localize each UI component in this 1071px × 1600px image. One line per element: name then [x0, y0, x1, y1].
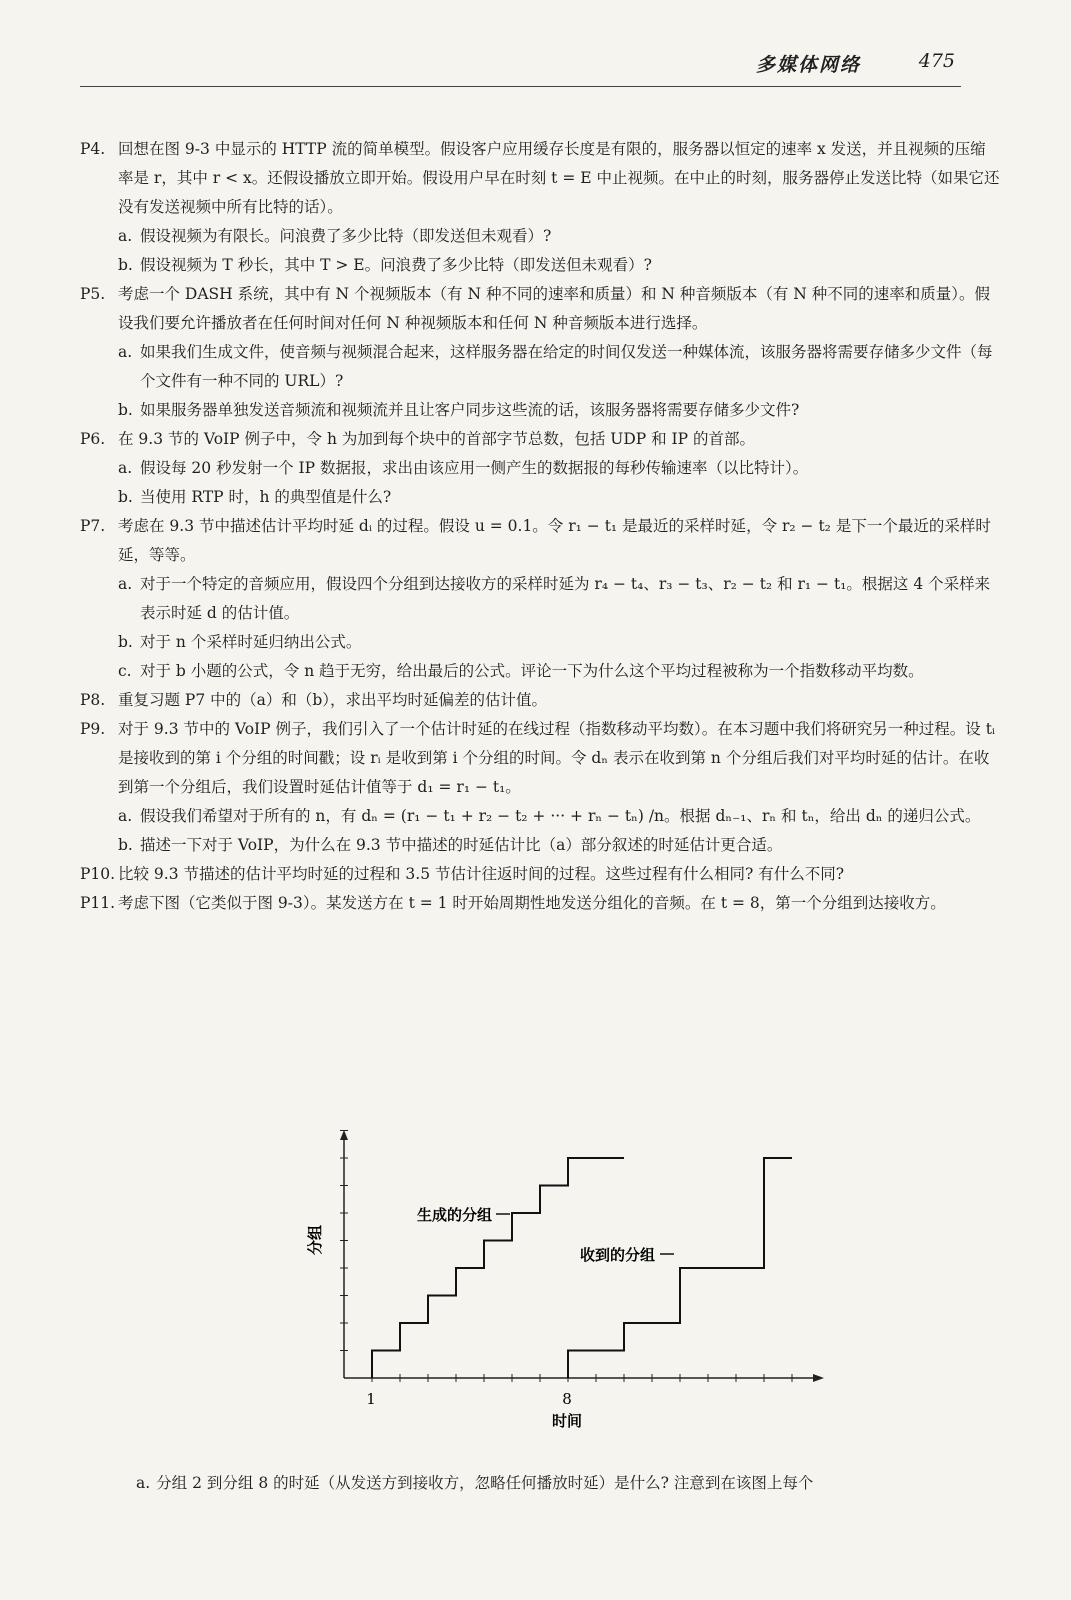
y-axis-arrow-icon	[340, 1130, 348, 1140]
problem-text: 对于 9.3 节中的 VoIP 例子，我们引入了一个估计时延的在线过程（指数移动平均数）。在本习题中我们将研究另一种过程。设 tᵢ 是接收到的第 i 个分组的时间戳；设 rᵢ 是收到第 i 个分组的时间。令 dₙ 表示在收到第 n 个分组后我们对平均时延的估计。在收到第一个分组后，我们设置时延估计值等于 d₁ = r₁ − t₁。	[118, 720, 996, 796]
problem-p8	[80, 686, 1000, 715]
sub-question	[118, 657, 1000, 686]
sub-id: b.	[118, 488, 133, 506]
problem-id: P9.	[80, 720, 106, 738]
sub-text: 如果服务器单独发送音频流和视频流并且让客户同步这些流的话，该服务器将需要存储多少文件?	[140, 401, 800, 419]
sub-id: b.	[118, 836, 133, 854]
sub-question	[118, 831, 1000, 860]
problem-text: 考虑下图（它类似于图 9-3）。某发送方在 t = 1 时开始周期性地发送分组化的音频。在 t = 8，第一个分组到达接收方。	[118, 894, 946, 912]
sub-id: a.	[136, 1474, 151, 1492]
sub-id: a.	[118, 575, 133, 593]
sub-question	[118, 396, 1000, 425]
problem-p7	[80, 512, 1000, 686]
sub-id: c.	[118, 662, 132, 680]
generated-packets-label: 生成的分组	[416, 1206, 492, 1224]
sub-text: 对于 b 小题的公式，令 n 趋于无穷，给出最后的公式。评论一下为什么这个平均过程被称为一个指数移动平均数。	[140, 662, 924, 680]
problem-text: 在 9.3 节的 VoIP 例子中，令 h 为加到每个块中的首部字节总数，包括 UDP 和 IP 的首部。	[118, 430, 756, 448]
chapter-title: 多媒体网络	[755, 54, 861, 76]
problem-text: 考虑在 9.3 节中描述估计平均时延 dᵢ 的过程。假设 u = 0.1。令 r₁ − t₁ 是最近的采样时延，令 r₂ − t₂ 是下一个最近的采样时延，等等。	[118, 517, 991, 564]
problem-text: 重复习题 P7 中的（a）和（b），求出平均时延偏差的估计值。	[118, 691, 548, 709]
problem-id: P6.	[80, 430, 106, 448]
sub-id: b.	[118, 401, 133, 419]
sub-text: 假设视频为有限长。问浪费了多少比特（即发送但未观看）?	[140, 227, 552, 245]
sub-id: a.	[118, 227, 133, 245]
sub-id: b.	[118, 633, 133, 651]
problem-p4	[80, 135, 1000, 280]
x-axis-label: 时间	[551, 1412, 583, 1430]
problem-id: P7.	[80, 517, 106, 535]
page-number: 475	[918, 50, 955, 72]
sub-question	[118, 338, 1000, 396]
packet-timing-figure	[300, 1128, 830, 1448]
sub-id: b.	[118, 256, 133, 274]
problem-id: P8.	[80, 691, 106, 709]
problem-id: P10.	[80, 865, 116, 883]
problem-id: P11.	[80, 894, 116, 912]
problem-p9	[80, 715, 1000, 860]
problem-p5	[80, 280, 1000, 425]
sub-id: a.	[118, 807, 133, 825]
problem-id: P5.	[80, 285, 106, 303]
sub-question	[118, 222, 1000, 251]
sub-text: 如果我们生成文件，使音频与视频混合起来，这样服务器在给定的时间仅发送一种媒体流，该服务器将需要存储多少文件（每个文件有一种不同的 URL）?	[140, 343, 993, 390]
sub-text: 描述一下对于 VoIP，为什么在 9.3 节中描述的时延估计比（a）部分叙述的时延估计更合适。	[140, 836, 783, 854]
sub-question	[118, 802, 1000, 831]
sub-question	[118, 628, 1000, 657]
generated-packets-line	[372, 1158, 624, 1378]
problem-text: 比较 9.3 节描述的估计平均时延的过程和 3.5 节估计往返时间的过程。这些过程有什么相同? 有什么不同?	[118, 865, 845, 883]
problem-p6	[80, 425, 1000, 512]
running-head	[80, 46, 961, 87]
received-packets-line	[568, 1158, 792, 1378]
sub-text: 当使用 RTP 时，h 的典型值是什么?	[140, 488, 392, 506]
y-axis-label: 分组	[306, 1224, 324, 1256]
sub-question	[118, 251, 1000, 280]
sub-question	[118, 454, 1000, 483]
received-packets-label: 收到的分组	[579, 1246, 655, 1264]
sub-text: 假设视频为 T 秒长，其中 T > E。问浪费了多少比特（即发送但未观看）?	[140, 256, 652, 274]
sub-question-p11a	[136, 1469, 1006, 1498]
sub-text: 假设每 20 秒发射一个 IP 数据报，求出由该应用一侧产生的数据报的每秒传输速率（以比特计）。	[140, 459, 809, 477]
problem-p11	[80, 889, 1000, 918]
problem-p10	[80, 860, 1000, 889]
x-tick-label-8: 8	[562, 1390, 572, 1408]
problem-id: P4.	[80, 140, 106, 158]
problem-text: 回想在图 9-3 中显示的 HTTP 流的简单模型。假设客户应用缓存长度是有限的，服务器以恒定的速率 x 发送，并且视频的压缩率是 r，其中 r < x。还假设播放立即开始。假设用户早在时刻 t = E 中止视频。在中止的时刻，服务器停止发送比特（如果它还没有发送视频中所有比特的话）。	[118, 140, 1000, 216]
sub-question	[118, 570, 1000, 628]
sub-text: 对于一个特定的音频应用，假设四个分组到达接收方的采样时延为 r₄ − t₄、r₃ − t₃、r₂ − t₂ 和 r₁ − t₁。根据这 4 个采样来表示时延 d 的估计值。	[140, 575, 991, 622]
sub-text: 假设我们希望对于所有的 n，有 dₙ = (r₁ − t₁ + r₂ − t₂ + ··· + rₙ − tₙ) /n。根据 dₙ₋₁、rₙ 和 tₙ，给出 dₙ 的递归公式。	[140, 807, 981, 825]
sub-id: a.	[118, 459, 133, 477]
sub-text: 分组 2 到分组 8 的时延（从发送方到接收方，忽略任何播放时延）是什么? 注意到在该图上每个	[156, 1474, 814, 1492]
sub-text: 对于 n 个采样时延归纳出公式。	[140, 633, 362, 651]
problem-text: 考虑一个 DASH 系统，其中有 N 个视频版本（有 N 种不同的速率和质量）和 N 种音频版本（有 N 种不同的速率和质量）。假设我们要允许播放者在任何时间对任何 N 种视频版本和任何 N 种音频版本进行选择。	[118, 285, 991, 332]
sub-id: a.	[118, 343, 133, 361]
x-axis-arrow-icon	[813, 1374, 824, 1382]
sub-question	[118, 483, 1000, 512]
packet-timing-chart	[300, 1128, 830, 1448]
x-tick-label-1: 1	[366, 1390, 376, 1408]
problem-list	[80, 135, 1000, 918]
